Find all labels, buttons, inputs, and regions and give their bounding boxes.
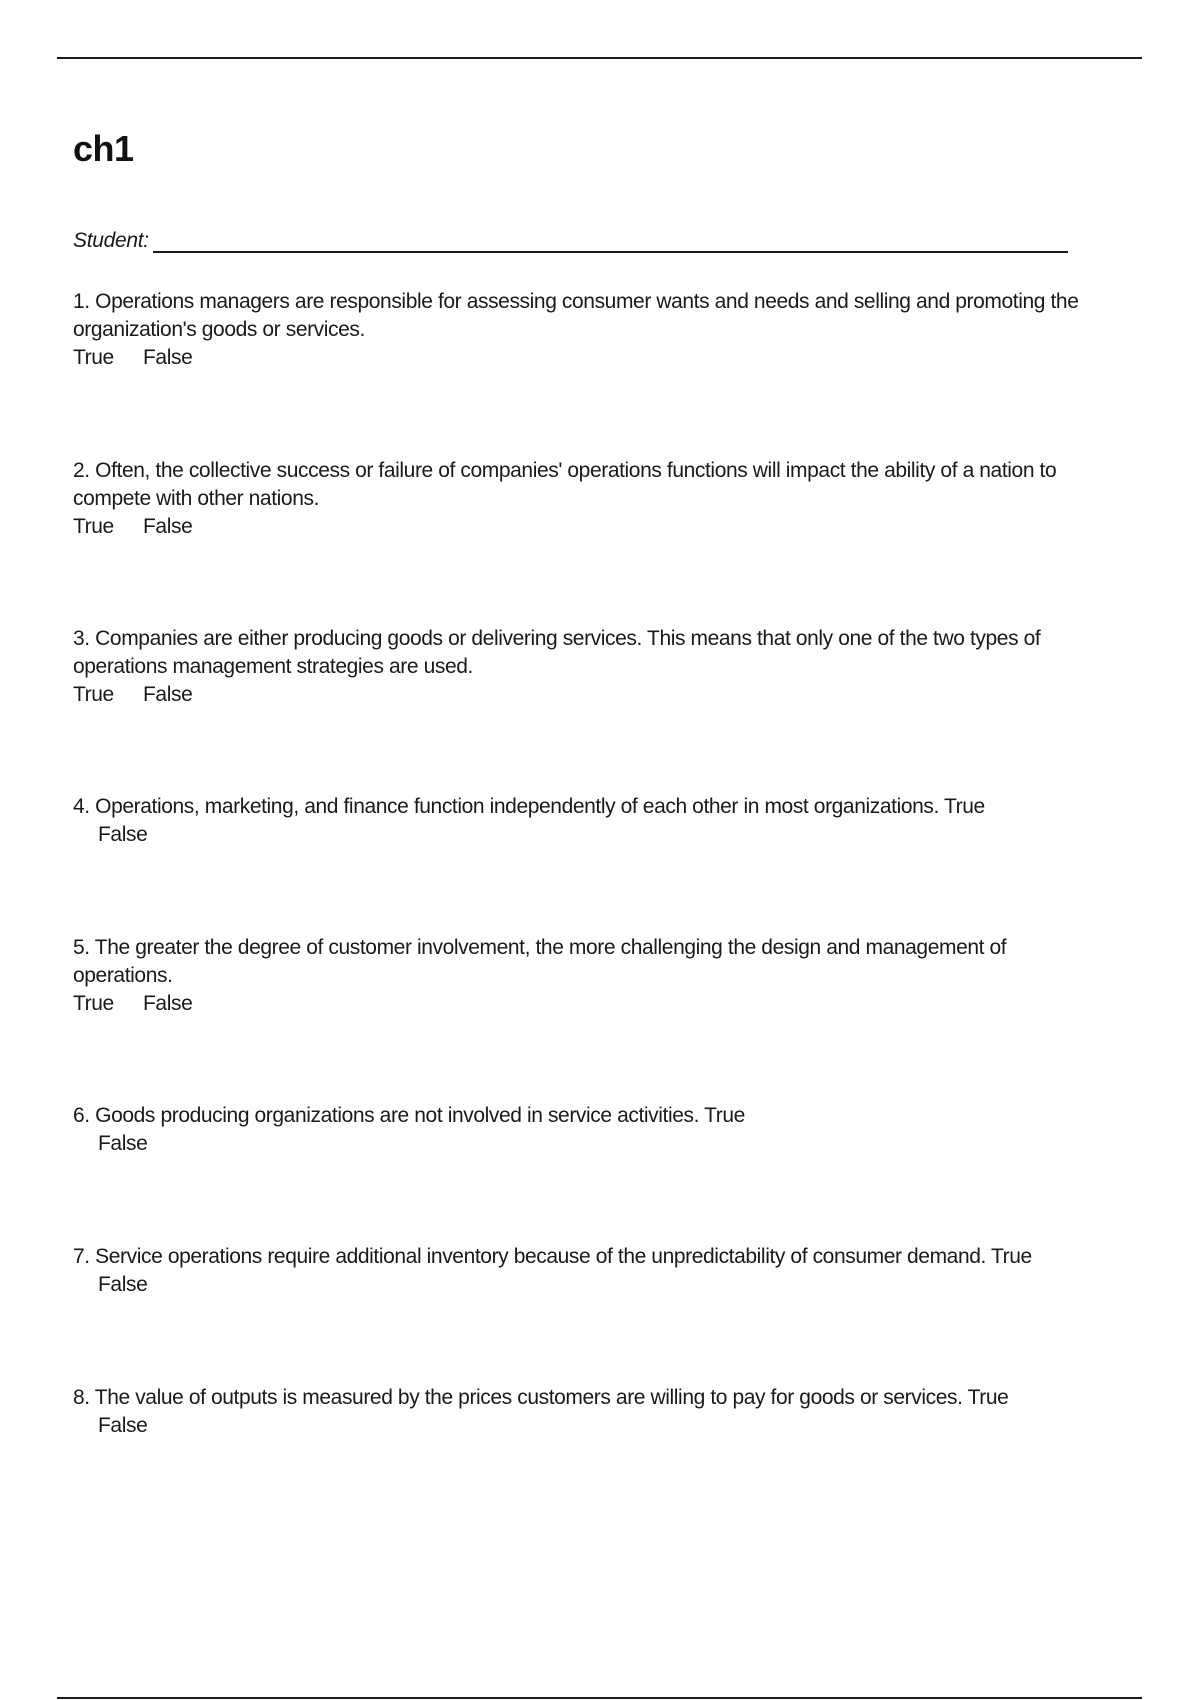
option-true[interactable]: True — [944, 795, 985, 818]
student-field — [73, 226, 1068, 256]
option-false[interactable]: False — [143, 683, 193, 706]
question-3 — [73, 625, 1133, 709]
question-1 — [73, 288, 1083, 372]
option-false[interactable]: False — [143, 515, 193, 538]
question-number: 2. — [73, 459, 90, 482]
option-true[interactable]: True — [73, 683, 114, 706]
option-true[interactable]: True — [991, 1245, 1032, 1268]
page-title: ch1 — [73, 128, 134, 169]
question-6 — [73, 1102, 1133, 1158]
question-7 — [73, 1243, 1133, 1299]
answer-options — [73, 990, 1013, 1018]
question-number: 5. — [73, 936, 90, 959]
top-rule — [57, 57, 1142, 59]
answer-options — [73, 513, 1133, 541]
student-label: Student: — [73, 229, 149, 252]
option-false[interactable]: False — [98, 823, 148, 846]
question-number: 1. — [73, 290, 90, 313]
question-text: Often, the collective success or failure of companies' operations functions will impact the ability of a nation to compete with other nations. — [73, 459, 1057, 510]
question-4 — [73, 793, 1133, 849]
question-text: Operations managers are responsible for assessing consumer wants and needs and selling and promoting the organization's goods or services. — [73, 290, 1079, 341]
option-false[interactable]: False — [98, 1273, 148, 1296]
question-text: The greater the degree of customer involvement, the more challenging the design and management of operations. — [73, 936, 1007, 987]
question-number: 4. — [73, 795, 90, 818]
answer-options — [73, 681, 1133, 709]
question-number: 8. — [73, 1386, 90, 1409]
question-text: Companies are either producing goods or delivering services. This means that only one of the two types of operations management strategies are used. — [73, 627, 1041, 678]
option-false[interactable]: False — [143, 346, 193, 369]
question-2 — [73, 457, 1133, 541]
student-name-line[interactable] — [153, 251, 1068, 253]
option-false[interactable]: False — [98, 1132, 148, 1155]
question-8 — [73, 1384, 1133, 1440]
question-text: Goods producing organizations are not involved in service activities. — [95, 1104, 700, 1127]
option-true[interactable]: True — [704, 1104, 745, 1127]
question-number: 6. — [73, 1104, 90, 1127]
option-true[interactable]: True — [73, 992, 114, 1015]
bottom-rule — [57, 1697, 1142, 1699]
answer-options — [73, 344, 1083, 372]
question-text: Service operations require additional inventory because of the unpredictability of consumer demand. — [95, 1245, 986, 1268]
option-false[interactable]: False — [143, 992, 193, 1015]
question-number: 3. — [73, 627, 90, 650]
option-true[interactable]: True — [73, 515, 114, 538]
question-5 — [73, 934, 1013, 1018]
question-text: Operations, marketing, and finance function independently of each other in most organizations. — [95, 795, 939, 818]
option-true[interactable]: True — [967, 1386, 1009, 1409]
question-number: 7. — [73, 1245, 90, 1268]
question-text: The value of outputs is measured by the prices customers are willing to pay for goods or services. — [94, 1386, 963, 1409]
option-false[interactable]: False — [98, 1414, 148, 1437]
option-true[interactable]: True — [73, 346, 114, 369]
